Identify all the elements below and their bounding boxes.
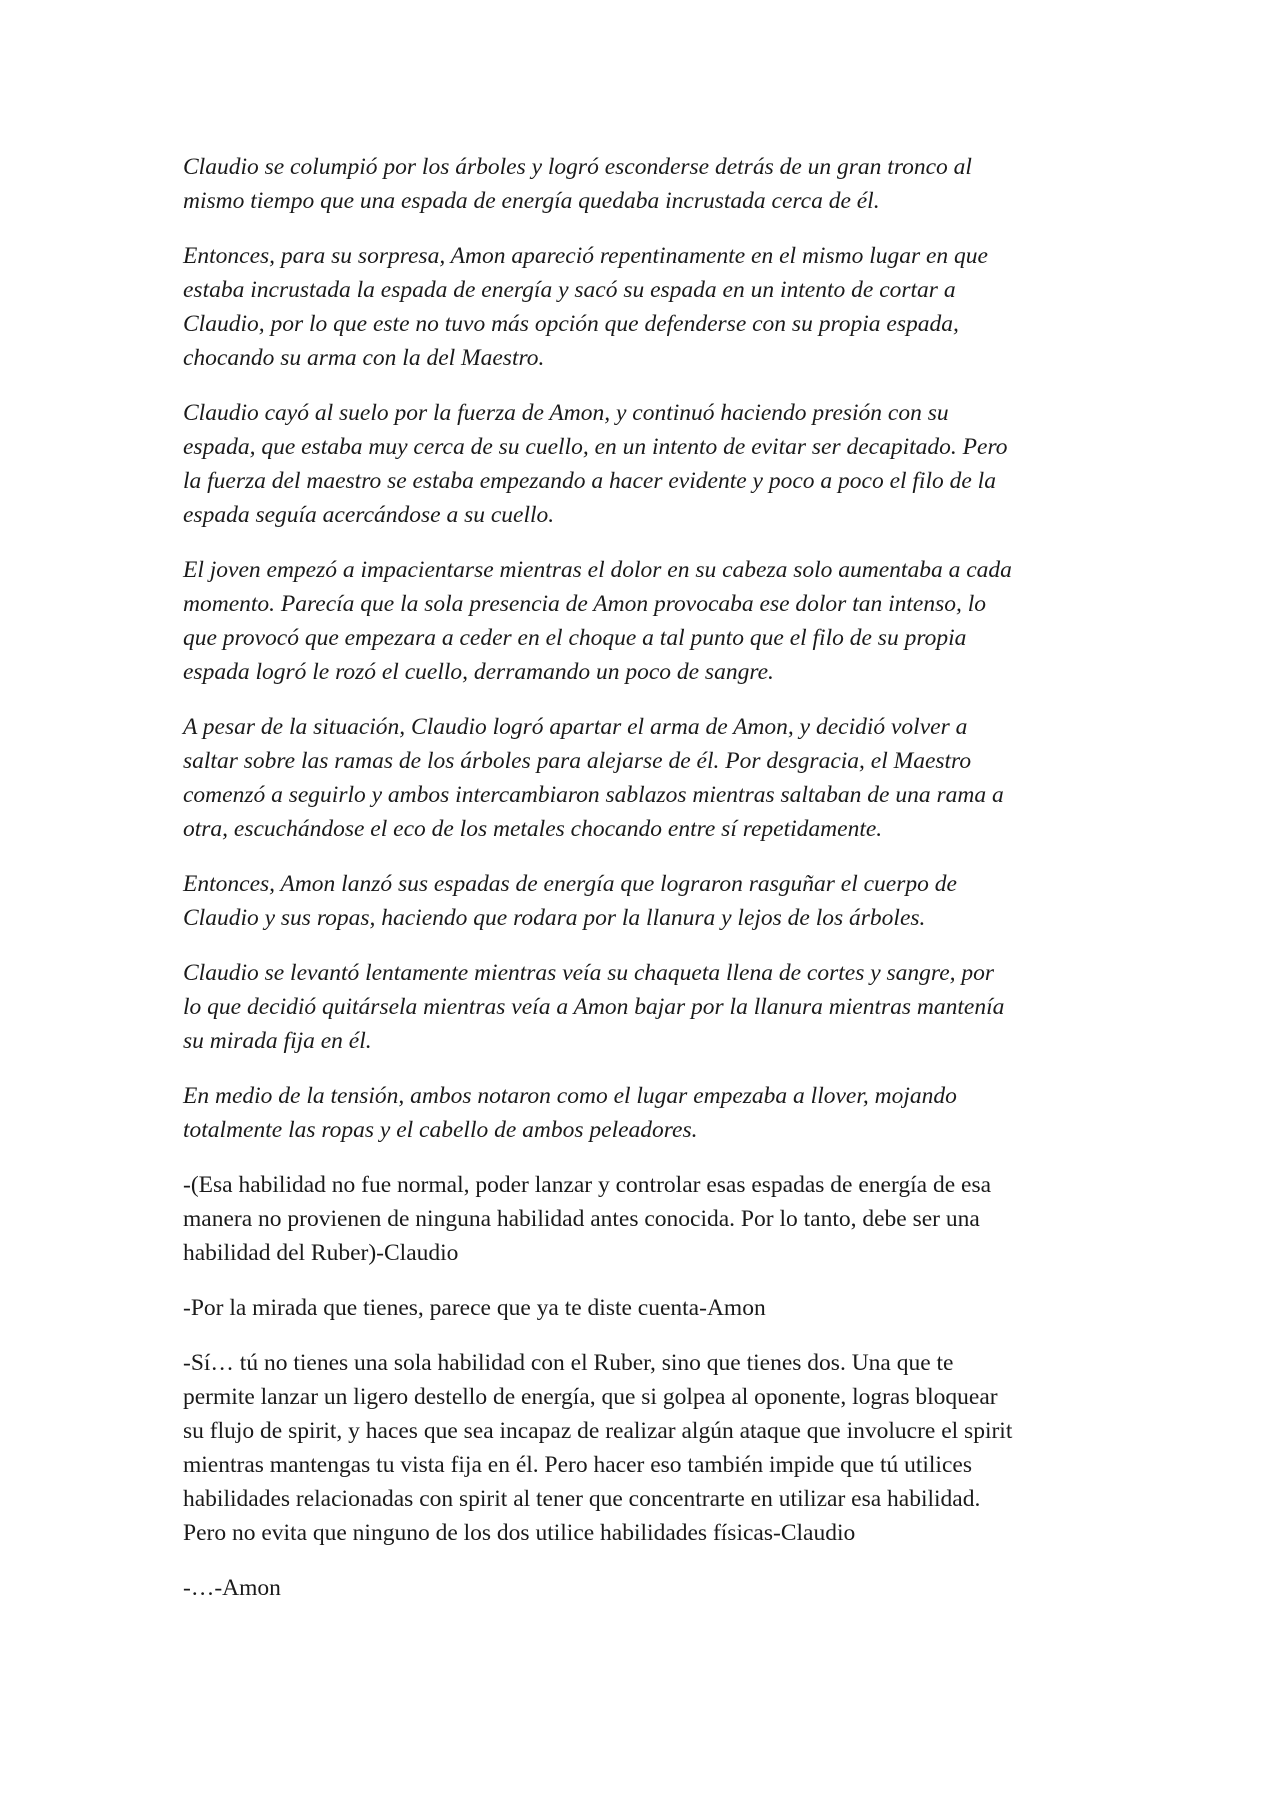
text-line: comenzó a seguirlo y ambos intercambiaron sablazos mientras saltaban de una rama a [183,782,1004,808]
text-line: Pero no evita que ninguno de los dos utilice habilidades físicas-Claudio [183,1520,856,1546]
text-line: -Por la mirada que tienes, parece que ya te diste cuenta-Amon [183,1295,766,1321]
text-line: lo que decidió quitársela mientras veía a Amon bajar por la llanura mientras mantenía [183,994,1005,1020]
text-line: chocando su arma con la del Maestro. [183,345,545,371]
text-line: la fuerza del maestro se estaba empezando a hacer evidente y poco a poco el filo de la [183,468,996,494]
text-line: Claudio cayó al suelo por la fuerza de Amon, y continuó haciendo presión con su [183,400,949,426]
paragraph [183,867,1103,935]
text-line: permite lanzar un ligero destello de energía, que si golpea al oponente, logras bloquear [183,1384,998,1410]
paragraph [183,150,1103,218]
paragraph [183,710,1103,846]
text-line: espada logró le rozó el cuello, derramando un poco de sangre. [183,659,774,685]
text-line: otra, escuchándose el eco de los metales chocando entre sí repetidamente. [183,816,883,842]
paragraph [183,956,1103,1058]
text-line: Entonces, Amon lanzó sus espadas de energía que lograron rasguñar el cuerpo de [183,871,957,897]
paragraph [183,396,1103,532]
text-line: Entonces, para su sorpresa, Amon apareció repentinamente en el mismo lugar en que [183,243,988,269]
text-line: Claudio se columpió por los árboles y logró esconderse detrás de un gran tronco al [183,154,972,180]
paragraph [183,1346,1103,1550]
paragraph [183,1168,1103,1270]
text-line: espada seguía acercándose a su cuello. [183,502,555,528]
text-line: su flujo de spirit, y haces que sea incapaz de realizar algún ataque que involucre el spirit [183,1418,1013,1444]
text-line: A pesar de la situación, Claudio logró apartar el arma de Amon, y decidió volver a [183,714,968,740]
paragraph [183,1291,1103,1325]
text-line: El joven empezó a impacientarse mientras el dolor en su cabeza solo aumentaba a cada [183,557,1012,583]
text-line: su mirada fija en él. [183,1028,372,1054]
text-line: momento. Parecía que la sola presencia de Amon provocaba ese dolor tan intenso, lo [183,591,987,617]
text-line: -(Esa habilidad no fue normal, poder lanzar y controlar esas espadas de energía de esa [183,1172,992,1198]
text-line: habilidades relacionadas con spirit al tener que concentrarte en utilizar esa habilidad. [183,1486,981,1512]
paragraph [183,239,1103,375]
text-line: que provocó que empezara a ceder en el choque a tal punto que el filo de su propia [183,625,967,651]
text-line: estaba incrustada la espada de energía y sacó su espada en un intento de cortar a [183,277,956,303]
paragraph [183,1079,1103,1147]
text-line: manera no provienen de ninguna habilidad antes conocida. Por lo tanto, debe ser una [183,1206,980,1232]
text-line: mismo tiempo que una espada de energía quedaba incrustada cerca de él. [183,188,880,214]
text-line: En medio de la tensión, ambos notaron como el lugar empezaba a llover, mojando [183,1083,957,1109]
paragraph [183,1571,1103,1605]
text-line: Claudio, por lo que este no tuvo más opción que defenderse con su propia espada, [183,311,959,337]
text-line: totalmente las ropas y el cabello de ambos peleadores. [183,1117,698,1143]
document-page [183,150,1103,1626]
paragraph [183,553,1103,689]
text-line: -…-Amon [183,1575,281,1601]
text-line: mientras mantengas tu vista fija en él. Pero hacer eso también impide que tú utilices [183,1452,972,1478]
text-line: saltar sobre las ramas de los árboles para alejarse de él. Por desgracia, el Maestro [183,748,972,774]
text-line: espada, que estaba muy cerca de su cuello, en un intento de evitar ser decapitado. Pero [183,434,1008,460]
text-line: -Sí… tú no tienes una sola habilidad con el Ruber, sino que tienes dos. Una que te [183,1350,954,1376]
text-line: Claudio y sus ropas, haciendo que rodara por la llanura y lejos de los árboles. [183,905,926,931]
text-line: habilidad del Ruber)-Claudio [183,1240,459,1266]
text-line: Claudio se levantó lentamente mientras veía su chaqueta llena de cortes y sangre, por [183,960,995,986]
